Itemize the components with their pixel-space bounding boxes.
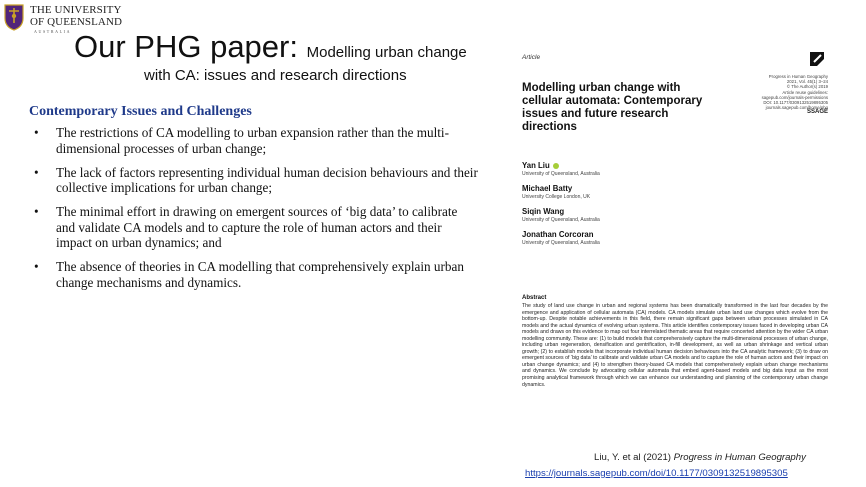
meta-line: 2021, Vol. 45(1) 3–24: [786, 79, 828, 85]
author-name: Jonathan Corcoran: [522, 230, 594, 239]
list-item-text: The restrictions of CA modelling to urban expansion rather than the multi-dimensional processes of urban change;: [56, 125, 449, 156]
bullet-icon: •: [34, 164, 39, 180]
journal-metadata: [718, 74, 828, 116]
journal-logo-icon: [808, 50, 826, 68]
bullet-icon: •: [34, 259, 39, 274]
article-label: Article: [522, 54, 541, 61]
meta-line: © The Author(s) 2019: [786, 84, 828, 90]
list-item: [29, 165, 479, 196]
meta-line: sagepub.com/journals-permissions: [761, 94, 828, 100]
orcid-icon: [553, 163, 559, 169]
list-item: [29, 125, 479, 156]
list-item-text: The lack of factors representing individual human decision behaviours and their collective implications for urban change;: [56, 164, 478, 195]
citation-authors: Liu, Y. et al (2021): [594, 452, 671, 463]
publisher-logo: SSAGE: [806, 109, 828, 116]
slide-title-main: Our PHG paper:: [74, 29, 298, 64]
issues-list: [29, 125, 479, 299]
author-affiliation: University of Queensland, Australia: [522, 240, 600, 246]
slide-title-sub: Modelling urban change: [306, 44, 467, 61]
slide-title-line2: with CA: issues and research directions: [144, 67, 407, 84]
citation-journal: Progress in Human Geography: [673, 452, 806, 463]
author-name: Michael Batty: [522, 184, 573, 193]
author-entry: [522, 207, 772, 224]
meta-line: Article reuse guidelines:: [782, 89, 828, 95]
abstract-heading: Abstract: [522, 295, 547, 301]
author-entry: [522, 230, 772, 247]
author-list: [522, 161, 772, 253]
author-entry: [522, 184, 772, 201]
citation: [594, 452, 806, 463]
slide-title: [74, 29, 467, 71]
paper-first-page: [514, 44, 834, 444]
author-name: [522, 161, 772, 171]
list-item-text: The minimal effort in drawing on emergent sources of ‘big data’ to calibrate and validate CA models and to capture the role of human actors and their impact on urban dynamics; and: [56, 204, 458, 250]
list-item-text: The absence of theories in CA modelling that comprehensively explain urban change mechanisms and dynamics.: [56, 259, 464, 290]
list-item: [29, 259, 479, 290]
paper-title: Modelling urban change with cellular automata: Contemporary issues and future research directions: [522, 82, 703, 133]
bullet-icon: •: [34, 125, 39, 140]
list-item: [29, 204, 479, 251]
university-country: AUSTRALIA: [34, 29, 72, 34]
doi-link[interactable]: https://journals.sagepub.com/doi/10.1177/0309132519895305: [525, 468, 788, 479]
university-crest-icon: [4, 3, 24, 31]
university-name: [30, 4, 122, 28]
university-name-line1: THE UNIVERSITY: [30, 4, 122, 16]
university-name-line2: OF QUEENSLAND: [30, 16, 123, 28]
author-entry: [522, 161, 772, 178]
author-affiliation: University College London, UK: [522, 194, 591, 200]
author-affiliation: University of Queensland, Australia: [522, 171, 600, 177]
meta-line: DOI: 10.1177/0309132519895305: [763, 100, 828, 106]
author-affiliation: University of Queensland, Australia: [522, 217, 600, 223]
author-name-text: Yan Liu: [522, 161, 550, 170]
author-name: Siqin Wang: [522, 207, 565, 216]
bullet-icon: •: [34, 204, 39, 219]
meta-line: journals.sagepub.com/home/phg: [765, 105, 828, 111]
meta-line: Progress in Human Geography: [768, 74, 828, 79]
abstract-text: The study of land use change in urban and regional systems has been dramatically transformed in the last four decades by the emergence and application of cellular automata (CA) models. CA models simulate urban land use changes which evolve from the bottom-up. Despite notable achievements in this field, there remain significant gaps between urban processes simulated in CA models and the actual dynamics of evolving urban systems. This article identifies contemporary issues faced in developing urban CA models and draws on this evidence to map out four interrelated thematic areas that require concerted attention by the wider CA urban modelling community. These are: (1) to build models that comprehensively capture the multi-dimensional processes of urban change, including urban regeneration, densification and gentrification, in-fill development, as well as urban shrinkage and vertical urban growth; (2) to establish models that incorporate individual human decision behaviours into the CA analytic framework; (3) to draw on emergent sources of ‘big data’ to calibrate and validate urban CA models and to capture the role of human actors and their impact on urban change dynamics; and (4) to strengthen theory-based CA models that comprehensively explain urban change mechanisms and dynamics. We conclude by advocating cellular automata that embed agent-based models and big data input as the most promising analytical framework through which we can enhance our understanding and planning of the contemporary urban change dynamics.: [522, 303, 828, 388]
section-heading: Contemporary Issues and Challenges: [29, 104, 252, 119]
